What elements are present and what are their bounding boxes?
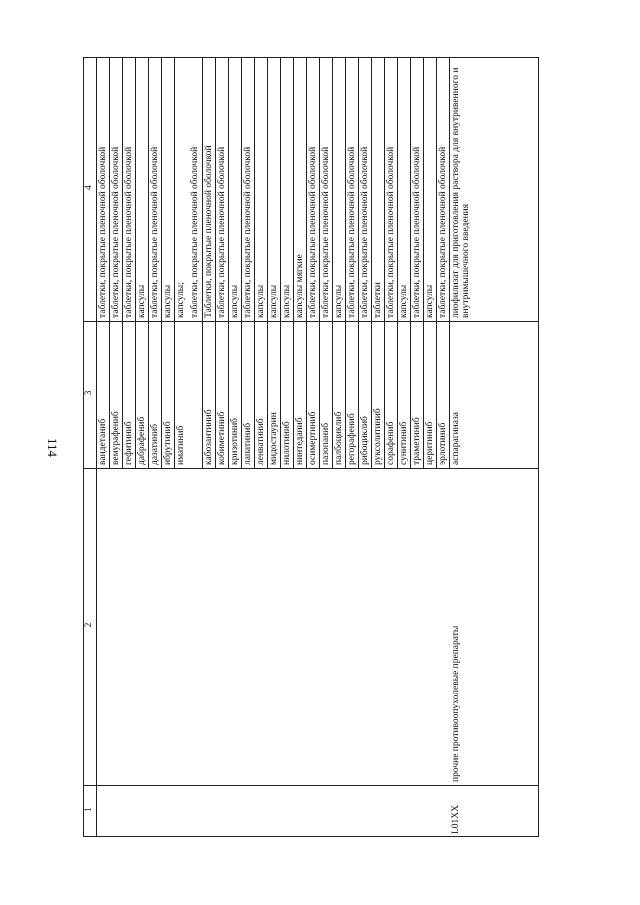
dosage-form: таблетки, покрытые пленочной оболочкой bbox=[111, 146, 121, 318]
dosage-form: таблетки, покрытые пленочной оболочкой bbox=[243, 146, 253, 318]
dosage-form: таблетки, покрытые пленочной оболочкой bbox=[321, 146, 331, 318]
drug-name: дазатиниб bbox=[150, 423, 160, 465]
dosage-form: капсулы bbox=[282, 284, 292, 318]
dosage-form: Таблетки, покрытые пленочной оболочкой bbox=[204, 145, 214, 318]
dosage-form: капсулы мягкие bbox=[295, 254, 305, 318]
dosage-form: капсулы bbox=[137, 284, 147, 318]
dosage-form: капсулы bbox=[425, 284, 435, 318]
drug-name: пазопаниб bbox=[321, 422, 331, 465]
medication-table bbox=[83, 57, 539, 837]
dosage-form: таблетки bbox=[373, 282, 383, 318]
drug-name: ленватиниб bbox=[256, 418, 266, 465]
drug-name: мидостаурин bbox=[269, 412, 279, 465]
drug-name: лапатиниб bbox=[243, 422, 253, 465]
drug-name: регорафениб bbox=[347, 413, 357, 465]
dosage-form: капсулы bbox=[399, 284, 409, 318]
dosage-form: капсулы bbox=[163, 284, 173, 318]
page-number: 114 bbox=[45, 438, 60, 458]
column-header-2: 2 bbox=[84, 622, 94, 628]
dosage-form: таблетки, покрытые пленочной оболочкой bbox=[412, 146, 422, 318]
drug-name: осимертиниб bbox=[308, 411, 318, 465]
dosage-form: таблетки, покрытые пленочной оболочкой bbox=[190, 146, 200, 318]
dosage-form: таблетки, покрытые пленочной оболочкой bbox=[308, 146, 318, 318]
drug-name: аспарагиназа bbox=[451, 412, 461, 465]
drug-name: ибрутиниб bbox=[163, 421, 173, 465]
drug-name: нилотиниб bbox=[282, 421, 292, 465]
dosage-form: капсулы bbox=[230, 284, 240, 318]
dosage-form: таблетки, покрытые пленочной оболочкой bbox=[98, 146, 108, 318]
dosage-form: капсулы bbox=[269, 284, 279, 318]
dosage-form: капсулы bbox=[256, 284, 266, 318]
drug-name: вемурафениб bbox=[111, 411, 121, 465]
drug-name: церитиниб bbox=[425, 421, 435, 465]
table-border-right bbox=[538, 57, 539, 837]
drug-name: траметиниб bbox=[412, 417, 422, 465]
drug-name: сорафениб bbox=[386, 421, 396, 465]
drug-name: дабрафениб bbox=[137, 416, 147, 465]
group-name: прочие противоопухолевые препараты bbox=[451, 625, 461, 782]
column-header-3: 3 bbox=[84, 390, 94, 396]
column-header-1: 1 bbox=[84, 807, 94, 812]
drug-name: вандетаниб bbox=[98, 418, 108, 465]
drug-name: кризотиниб bbox=[230, 417, 240, 465]
column-header-4: 4 bbox=[84, 185, 94, 190]
drug-name: кабозантиниб bbox=[204, 409, 214, 465]
drug-name: руксолитиниб bbox=[373, 408, 383, 465]
atc-code: L01XX bbox=[451, 804, 461, 834]
drug-name: гефитиниб bbox=[124, 421, 134, 465]
dosage-form: таблетки, покрытые пленочной оболочкой bbox=[360, 146, 370, 318]
dosage-form: таблетки, покрытые пленочной оболочкой bbox=[150, 146, 160, 318]
drug-name: эрлотиниб bbox=[438, 422, 448, 465]
drug-name: палбоциклиб bbox=[334, 411, 344, 465]
drug-name: сунитиниб bbox=[399, 421, 409, 465]
dosage-form: таблетки, покрытые пленочной оболочкой bbox=[347, 146, 357, 318]
dosage-form: таблетки, покрытые пленочной оболочкой bbox=[438, 146, 448, 318]
drug-name: кобиметиниб bbox=[217, 411, 227, 465]
dosage-form: лиофилизат для приготовления раствора для внутривенного и внутримышечного введения bbox=[451, 67, 471, 318]
drug-name: рибоциклиб bbox=[360, 416, 370, 465]
dosage-form: таблетки, покрытые пленочной оболочкой bbox=[386, 146, 396, 318]
drug-name: нинтеданиб bbox=[295, 417, 305, 465]
dosage-form: капсулы bbox=[334, 284, 344, 318]
dosage-form: таблетки, покрытые пленочной оболочкой bbox=[124, 146, 134, 318]
drug-name: иматиниб bbox=[176, 425, 186, 465]
dosage-form: таблетки, покрытые пленочной оболочкой bbox=[217, 146, 227, 318]
dosage-form: капсулы; bbox=[176, 282, 186, 318]
